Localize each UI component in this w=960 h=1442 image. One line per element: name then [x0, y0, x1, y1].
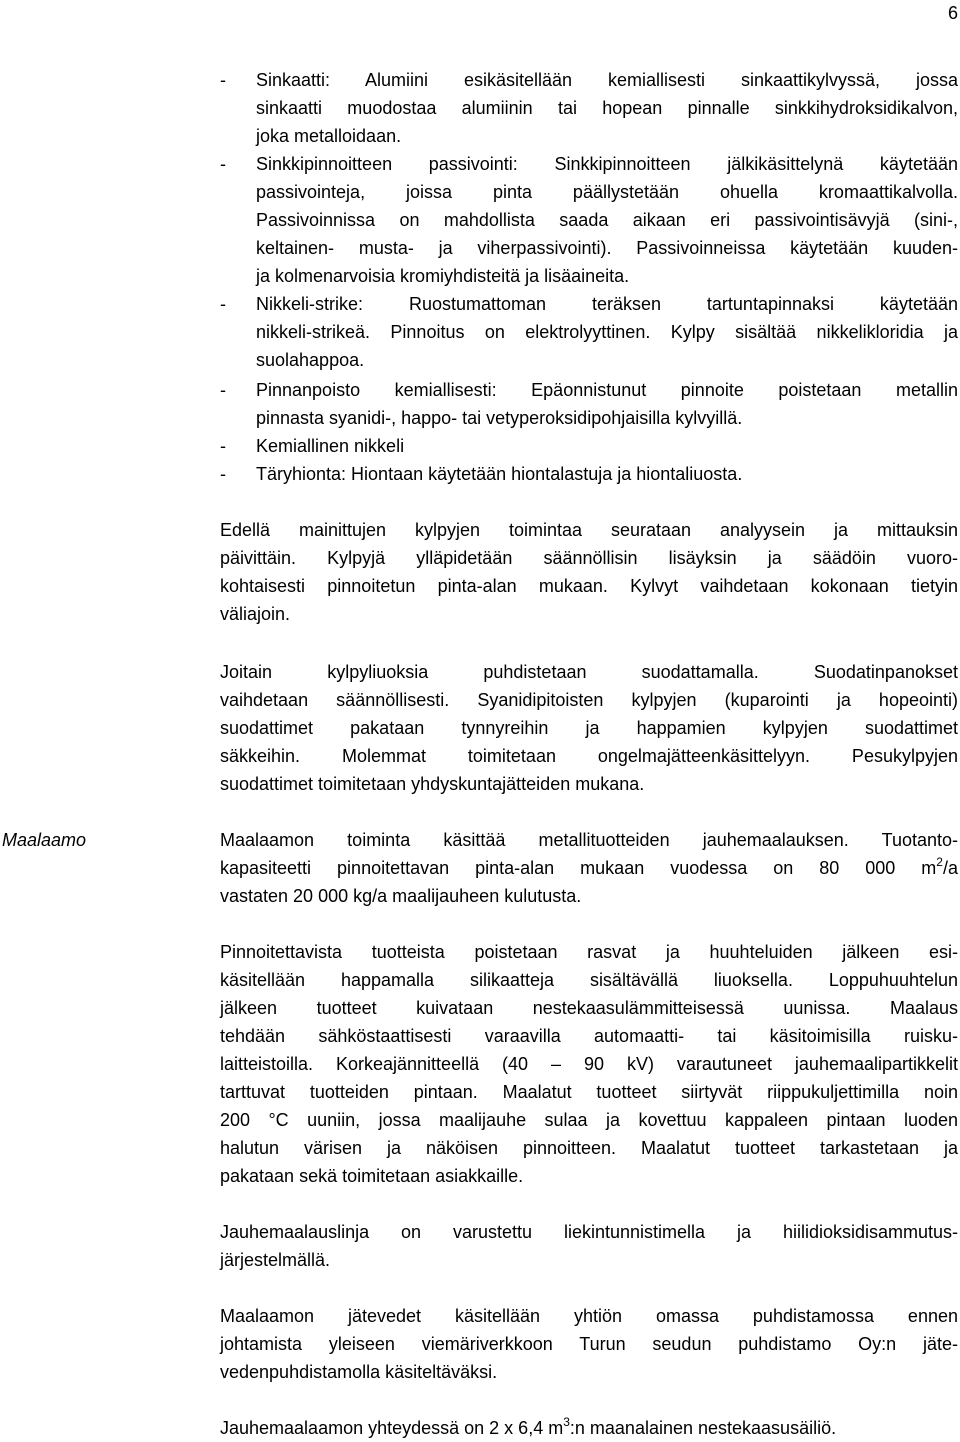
paragraph-line: tehdään sähköstaattisesti varaavilla automaatti- tai käsitoimisilla ruisku-	[220, 1026, 958, 1046]
page-number: 6	[947, 3, 958, 23]
paragraph-line: järjestelmällä.	[220, 1250, 331, 1270]
paragraph-line: pakataan sekä toimitetaan asiakkaille.	[220, 1166, 524, 1186]
bullet-line: keltainen- musta- ja viherpassivointi). Passivoinneissa käytetään kuuden-	[256, 238, 958, 258]
paragraph-line: Pinnoitettavista tuotteista poistetaan rasvat ja huuhteluiden jälkeen esi-	[220, 942, 958, 962]
bullet-dash: -	[220, 436, 226, 456]
paragraph-line: tarttuvat tuotteiden pintaan. Maalatut tuotteet siirtyvät riippukuljettimilla noin	[220, 1082, 958, 1102]
bullet-line: Passivoinnissa on mahdollista saada aikaan eri passivointisävyjä (sini-,	[256, 210, 958, 230]
paragraph-line: käsitellään happamalla silikaatteja sisältävällä liuoksella. Loppuhuuhtelun	[220, 970, 958, 990]
bullet-line: ja kolmenarvoisia kromiyhdisteitä ja lisäaineita.	[256, 266, 630, 286]
paragraph-line: Joitain kylpyliuoksia puhdistetaan suodattamalla. Suodatinpanokset	[220, 662, 958, 682]
tanks-text-end: :n maanalainen nestekaasusäiliö.	[569, 1418, 837, 1438]
bullet-dash: -	[220, 294, 226, 314]
bullet-line: sinkaatti muodostaa alumiinin tai hopean pinnalle sinkkihydroksidikalvon,	[256, 98, 958, 118]
bullet-line: nikkeli-strikeä. Pinnoitus on elektrolyyttinen. Kylpy sisältää nikkelikloridia ja	[256, 322, 958, 342]
superscript-2: 2	[936, 855, 943, 869]
bullet-line: Nikkeli-strike: Ruostumattoman teräksen tartuntapinnaksi käytetään	[256, 294, 958, 314]
paragraph-line: Jauhemaalauslinja on varustettu liekintunnistimella ja hiilidioksidisammutus-	[220, 1222, 958, 1242]
paragraph-line: päivittäin. Kylpyjä ylläpidetään säännöllisin lisäyksin ja säädöin vuoro-	[220, 548, 958, 568]
paragraph-line: väliajoin.	[220, 604, 291, 624]
bullet-dash: -	[220, 464, 226, 484]
paragraph-line-tanks	[220, 1414, 836, 1442]
paragraph-line: jälkeen tuotteet kuivataan nestekaasulämmitteisessä uunissa. Maalaus	[220, 998, 958, 1018]
paragraph-line: vaihdetaan säännöllisesti. Syanidipitoisten kylpyjen (kuparointi ja hopeointi)	[220, 690, 958, 710]
paragraph-line: laitteistoilla. Korkeajännitteellä (40 – 90 kV) varautuneet jauhemaalipartikkelit	[220, 1054, 958, 1074]
bullet-line: Kemiallinen nikkeli	[256, 436, 405, 456]
capacity-text: kapasiteetti pinnoitettavan pinta-alan mukaan vuodessa on 80 000 m	[220, 858, 937, 878]
paragraph-line: suodattimet toimitetaan yhdyskuntajätteiden mukana.	[220, 774, 645, 794]
section-heading-maalaamo: Maalaamo	[2, 830, 87, 850]
capacity-unit: /a	[942, 858, 958, 878]
bullet-line: Sinkkipinnoitteen passivointi: Sinkkipinnoitteen jälkikäsittelynä käytetään	[256, 154, 958, 174]
bullet-line: Pinnanpoisto kemiallisesti: Epäonnistunut pinnoite poistetaan metallin	[256, 380, 958, 400]
bullet-line: Sinkaatti: Alumiini esikäsitellään kemiallisesti sinkaattikylvyssä, jossa	[256, 70, 958, 90]
tanks-text: Jauhemaalaamon yhteydessä on 2 x 6,4 m	[220, 1418, 564, 1438]
paragraph-line: vedenpuhdistamolla käsiteltäväksi.	[220, 1362, 498, 1382]
paragraph-line: Maalaamon jätevedet käsitellään yhtiön omassa puhdistamossa ennen	[220, 1306, 958, 1326]
bullet-line: joka metalloidaan.	[256, 126, 402, 146]
paragraph-line-capacity	[220, 854, 958, 882]
bullet-dash: -	[220, 154, 226, 174]
paragraph-line: vastaten 20 000 kg/a maalijauheen kulutusta.	[220, 886, 582, 906]
paragraph-line: johtamista yleiseen viemäriverkkoon Turun seudun puhdistamo Oy:n jäte-	[220, 1334, 958, 1354]
paragraph-line: Maalaamon toiminta käsittää metallituotteiden jauhemaalauksen. Tuotanto-	[220, 830, 958, 850]
superscript-3: 3	[563, 1415, 570, 1429]
bullet-line: pinnasta syanidi-, happo- tai vetyperoksidipohjaisilla kylvyillä.	[256, 408, 743, 428]
paragraph-line: suodattimet pakataan tynnyreihin ja happamien kylpyjen suodattimet	[220, 718, 958, 738]
paragraph-line: Edellä mainittujen kylpyjen toimintaa seurataan analyysein ja mittauksin	[220, 520, 958, 540]
bullet-line: passivointeja, joissa pinta päällystetään ohuella kromaattikalvolla.	[256, 182, 958, 202]
paragraph-line: kohtaisesti pinnoitetun pinta-alan mukaan. Kylvyt vaihdetaan kokonaan tietyin	[220, 576, 958, 596]
paragraph-line: 200 °C uuniin, jossa maalijauhe sulaa ja kovettuu kappaleen pintaan luoden	[220, 1110, 958, 1130]
paragraph-line: säkkeihin. Molemmat toimitetaan ongelmajätteenkäsittelyyn. Pesukylpyjen	[220, 746, 958, 766]
bullet-dash: -	[220, 70, 226, 90]
bullet-line: Täryhionta: Hiontaan käytetään hiontalastuja ja hiontaliuosta.	[256, 464, 743, 484]
paragraph-line: halutun värisen ja näköisen pinnoitteen. Maalatut tuotteet tarkastetaan ja	[220, 1138, 958, 1158]
bullet-dash: -	[220, 380, 226, 400]
bullet-line: suolahappoa.	[256, 350, 365, 370]
